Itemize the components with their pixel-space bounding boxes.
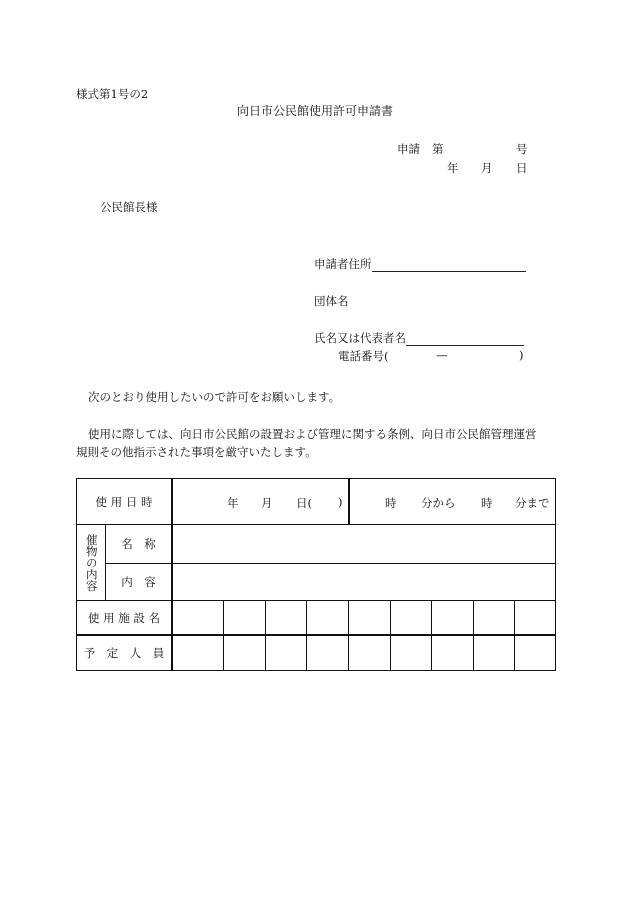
event-content-label: 内 容 bbox=[121, 575, 156, 589]
pledge-text-line-2: 規則その他指示された事項を厳守いたします。 bbox=[76, 445, 317, 459]
date-time-divider bbox=[348, 479, 350, 524]
application-no-dai: 第 bbox=[432, 142, 444, 156]
grid-col-1 bbox=[223, 600, 224, 670]
date-paren-close: ) bbox=[338, 495, 343, 509]
people-label: 予 定 人 員 bbox=[83, 646, 165, 660]
time-hour-from: 時 bbox=[385, 496, 397, 510]
date-year: 年 bbox=[227, 496, 239, 510]
event-name-label: 名 称 bbox=[121, 536, 156, 551]
form-number: 様式第1号の2 bbox=[76, 87, 149, 101]
date-month: 月 bbox=[261, 496, 273, 510]
application-table bbox=[76, 478, 556, 671]
facility-label: 使 用 施 設 名 bbox=[87, 610, 161, 625]
address-label: 申請者住所 bbox=[314, 257, 372, 271]
applicant-name-row bbox=[314, 330, 524, 346]
grid-col-4 bbox=[348, 600, 349, 670]
time-min-to: 分まで bbox=[515, 496, 550, 510]
addressee: 公民館長様 bbox=[100, 200, 158, 214]
applicant-address-row bbox=[314, 256, 526, 272]
application-no-label: 申請 bbox=[397, 142, 420, 156]
datetime-label: 使 用 日 時 bbox=[95, 494, 153, 509]
row-divider-2 bbox=[105, 563, 555, 564]
date-year-label: 年 bbox=[447, 161, 459, 175]
date-day-label: 日 bbox=[516, 161, 528, 175]
phone-close: ) bbox=[519, 348, 524, 362]
application-no-go: 号 bbox=[516, 142, 528, 156]
phone-dash: — bbox=[436, 348, 448, 362]
name-field[interactable] bbox=[406, 332, 524, 346]
label-column-divider bbox=[171, 479, 173, 670]
date-month-label: 月 bbox=[481, 161, 493, 175]
grid-col-2 bbox=[265, 600, 266, 670]
grid-col-7 bbox=[473, 600, 474, 670]
date-day: 日( bbox=[296, 496, 312, 510]
grid-col-6 bbox=[431, 600, 432, 670]
phone-label: 電話番号( bbox=[338, 349, 389, 363]
document-title: 向日市公民館使用許可申請書 bbox=[237, 104, 394, 118]
time-hour-to: 時 bbox=[481, 496, 493, 510]
request-text: 次のとおり使用したいので許可をお願いします。 bbox=[88, 390, 341, 404]
grid-col-5 bbox=[390, 600, 391, 670]
group-name-label: 団体名 bbox=[314, 294, 349, 308]
event-group-label: 催物の内容 bbox=[84, 534, 99, 592]
time-min-from: 分から bbox=[421, 496, 456, 510]
event-group-label-cell bbox=[77, 526, 105, 600]
pledge-text-line-1: 使用に際しては、向日市公民館の設置および管理に関する条例、向日市公民館管理運営 bbox=[88, 427, 537, 441]
grid-col-3 bbox=[306, 600, 307, 670]
grid-col-8 bbox=[514, 600, 515, 670]
address-field[interactable] bbox=[372, 258, 526, 272]
name-label: 氏名又は代表者名 bbox=[314, 331, 406, 345]
